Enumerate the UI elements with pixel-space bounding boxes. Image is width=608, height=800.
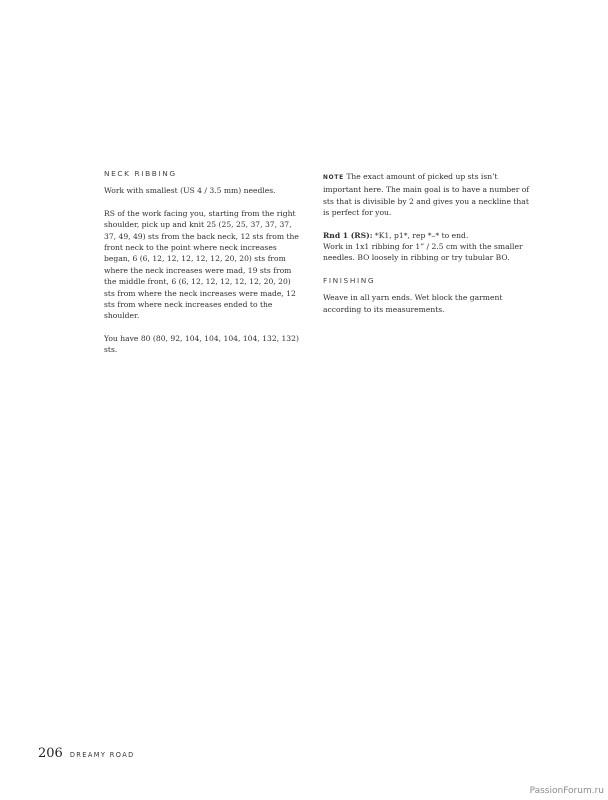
stitch-count-paragraph: You have 80 (80, 92, 104, 104, 104, 104, 132, 132) sts.: [104, 333, 299, 355]
needles-paragraph: Work with smallest (US 4 / 3.5 mm) needles.: [104, 186, 276, 196]
note-paragraph: [323, 171, 531, 219]
finishing-heading: FINISHING: [323, 275, 376, 285]
pickup-paragraph: RS of the work facing you, starting from the right shoulder, pick up and knit 25 (25, 25, 37, 37, 37, 37, 49, 49) sts from the back neck, 12 sts from the front neck to the point where neck increases began, 6 (6, 12, 12, 12, 12, 12, 20, 20) sts from where the neck increases were mad, 19 sts from the middle front, 6 (6, 12, 12, 12, 12, 12, 20, 20) sts from where the neck increases were made, 12 sts from where neck increases ended to the shoulder.: [104, 208, 299, 321]
rnd1-text: *K1, p1*, rep *–* to end.: [372, 230, 469, 240]
rnd1-label: Rnd 1 (RS):: [323, 230, 373, 240]
watermark: PassionForum.ru: [529, 786, 604, 796]
book-title: DREAMY ROAD: [69, 751, 135, 759]
rnd1-paragraph: [323, 230, 531, 241]
page-number: 206: [38, 746, 63, 761]
neck-ribbing-heading: NECK RIBBING: [104, 169, 177, 178]
ribbing-paragraph: Work in 1x1 ribbing for 1” / 2.5 cm with the smaller needles. BO loosely in ribbing or try tubular BO.: [323, 242, 523, 263]
left-column: [104, 168, 302, 356]
note-text: The exact amount of picked up sts isn’t important here. The main goal is to have a number of sts that is divisible by 2 and gives you a neckline that is perfect for you.: [323, 172, 530, 218]
right-column: [323, 171, 531, 315]
page-footer: [38, 746, 135, 761]
finishing-paragraph: Weave in all yarn ends. Wet block the garment according to its measurements.: [323, 293, 503, 314]
note-label: NOTE: [323, 175, 344, 181]
